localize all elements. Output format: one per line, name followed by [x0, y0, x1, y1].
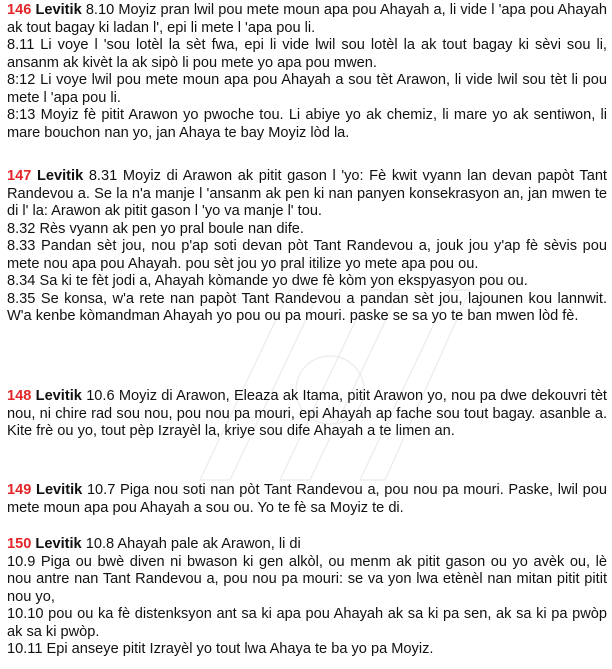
verse-block-147 — [7, 168, 607, 326]
verse-text: 10.7 Piga nou soti nan pòt Tant Randevou a, pou nou pa mouri. Paske, lwil pou mete moun apa pou Ahayah a sou ou. Yo te fè sa Moyiz te di. — [7, 482, 607, 516]
verse-line: 8.33 Pandan sèt jou, nou p'ap soti devan pòt Tant Randevou a, jouk jou y'ap fè sèvis pou mete nou apa pou Ahayah. pou sèt jou yo pral itilize yo mete apa pou ou. — [7, 238, 607, 272]
verse-line: 8.11 Li voye l 'sou lotèl la sèt fwa, epi li vide lwil sou lotèl la ak tout bagay ki sèvi sou li, ansanm ak kivèt la ak sipò li pou mete yo apa pou mwen. — [7, 37, 607, 71]
entry-number: 148 — [7, 388, 32, 404]
entry-number: 149 — [7, 482, 32, 498]
entry-number: 146 — [7, 2, 32, 18]
verse-line — [7, 482, 607, 517]
verse-line — [7, 388, 607, 441]
verse-line: 8.35 Se konsa, w'a rete nan papòt Tant Randevou a pandan sèt jou, lajounen kou lannwit. W'a kenbe kòmandman Ahayah yo pou ou pa mouri. paske se sa yo te ban mwen lòd fè. — [7, 290, 607, 324]
verse-line: 8.34 Sa ki te fèt jodi a, Ahayah kòmande yo dwe fè kòm yon ekspyasyon pou ou. — [7, 273, 528, 289]
verse-text: 8.10 Moyiz pran lwil pou mete moun apa pou Ahayah a, li vide l 'apa pou Ahayah ak tout bagay ki ladan l', epi li mete l 'apa pou li. — [7, 2, 607, 36]
entry-number: 147 — [7, 168, 32, 184]
verse-block-150 — [7, 536, 607, 659]
verse-block-146 — [7, 2, 607, 142]
verse-text: 8.31 Moyiz di Arawon ak pitit gason l 'yo: Fè kwit vyann lan devan papòt Tant Randevou a. Se la n'a manje l 'ansanm ak pen ki nan panyen konsekrasyon an, jan mwen te di l' la: Arawon ak pitit gason l 'yo va manje l' tou. — [7, 168, 607, 219]
book-name: Levitik — [35, 2, 82, 18]
verse-text: 10.6 Moyiz di Arawon, Eleaza ak Itama, pitit Arawon yo, nou pa dwe dekouvri tèt nou, ni chire rad sou nou, pou nou pa mouri, epi Ahayah ap fache sou tout bagay. asanble a. Kite frè ou yo, tout pèp Izrayèl la, kriye sou dife Ahayah a te limen an. — [7, 388, 607, 439]
book-name: Levitik — [35, 536, 82, 552]
book-name: Levitik — [35, 388, 82, 404]
verse-text: 10.8 Ahayah pale ak Arawon, li di — [85, 536, 301, 552]
book-name: Levitik — [36, 168, 84, 184]
verse-line: 10.11 Epi anseye pitit Izrayèl yo tout lwa Ahaya te ba yo pa Moyiz. — [7, 641, 434, 657]
entry-number: 150 — [7, 536, 32, 552]
verse-line: 8.32 Rès vyann ak pen yo pral boule nan dife. — [7, 220, 304, 237]
verse-line: 10.10 pou ou ka fè distenksyon ant sa ki apa pou Ahayah ak sa ki pa sen, ak sa ki pa pwòp ak sa ki pwòp. — [7, 606, 607, 640]
verse-line: 8:12 Li voye lwil pou mete moun apa pou Ahayah a sou tèt Arawon, li vide lwil sou tèt li pou mete l 'apa pou li. — [7, 72, 607, 106]
verse-block-149 — [7, 482, 607, 517]
book-name: Levitik — [36, 482, 83, 498]
verse-line: 8:13 Moyiz fè pitit Arawon yo pwoche tou. Li abiye yo ak chemiz, li mare yo ak sentiwon, li mare bouchon nan yo, jan Ahaya te bay Moyiz lòd la. — [7, 107, 607, 141]
verse-block-148 — [7, 388, 607, 441]
verse-line — [7, 168, 607, 221]
verse-line: 10.9 Piga ou bwè diven ni bwason ki gen alkòl, ou menm ak pitit gason ou yo avèk ou, lè nou antre nan Tant Randevou a, pou nou pa mouri: se va yon lwa etènèl nan mitan pitit pitit nou yo, — [7, 553, 607, 605]
verse-line — [7, 2, 607, 37]
verse-line — [7, 536, 607, 554]
